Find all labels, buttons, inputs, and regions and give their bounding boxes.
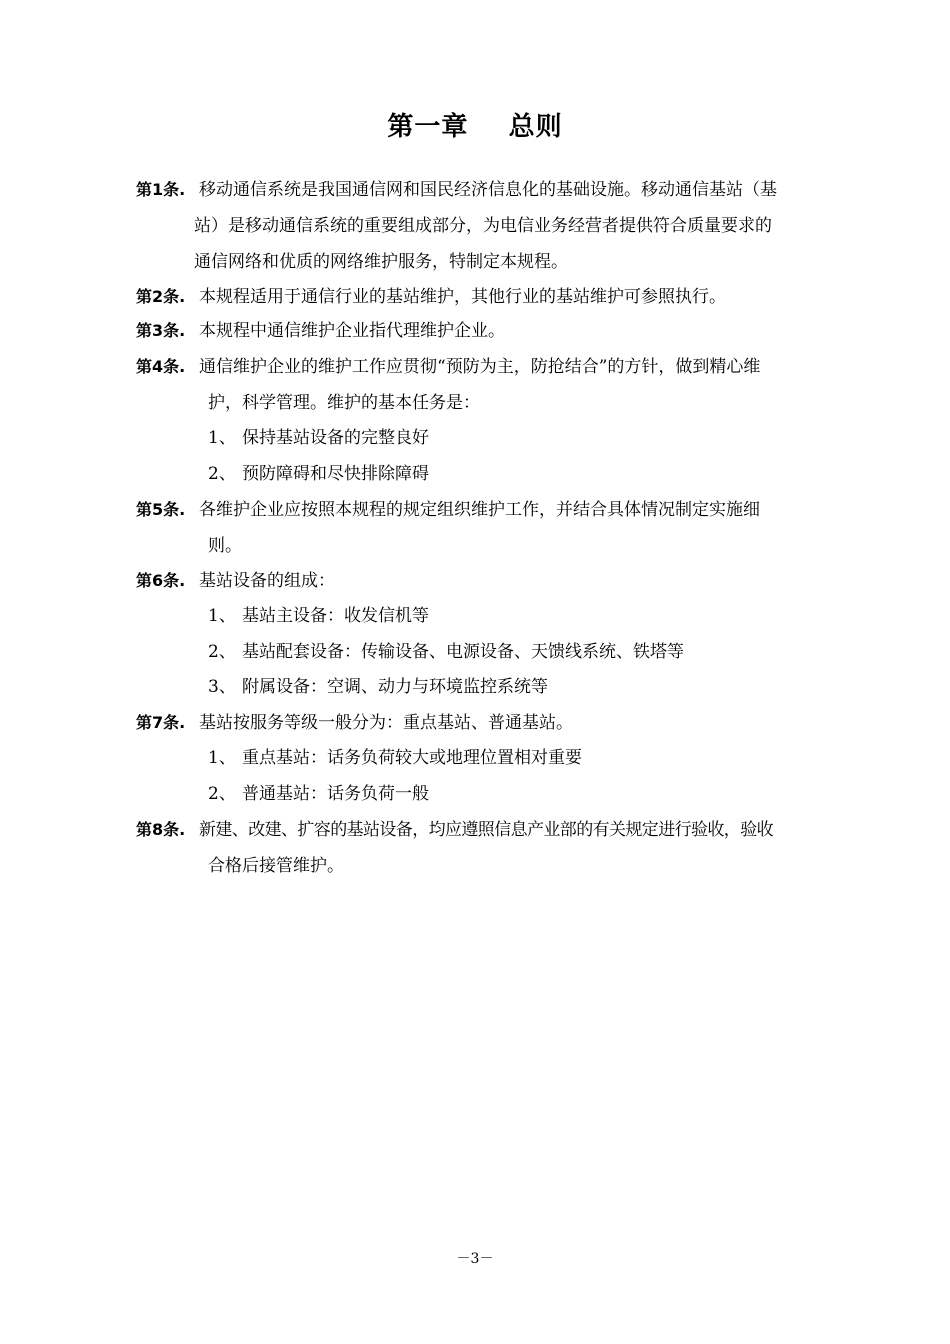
list-item-number: 1、 [208, 428, 236, 448]
page-number: －3－ [456, 1251, 494, 1267]
list-item [208, 598, 808, 634]
list-item-number: 2、 [208, 642, 236, 662]
article-label: 第8条. [136, 820, 186, 839]
article-text-line: 通信网络和优质的网络维护服务，特制定本规程。 [194, 252, 568, 272]
article-text-line: 本规程中通信维护企业指代理维护企业。 [199, 321, 505, 341]
article-text-line: 基站按服务等级一般分为：重点基站、普通基站。 [199, 713, 573, 733]
article-text-line: 移动通信系统是我国通信网和国民经济信息化的基础设施。移动通信基站（基 [199, 180, 777, 200]
list-item-text: 基站主设备：收发信机等 [242, 606, 429, 626]
article-text-line: 合格后接管维护。 [208, 856, 344, 876]
article-text-line: 基站设备的组成： [199, 571, 335, 591]
list-item [208, 634, 808, 670]
article-text-line: 本规程适用于通信行业的基站维护，其他行业的基站维护可参照执行。 [199, 287, 726, 307]
list-item-text: 普通基站：话务负荷一般 [242, 784, 429, 804]
list-item-number: 1、 [208, 606, 236, 626]
article-label: 第3条. [136, 321, 186, 340]
list-item [208, 776, 808, 812]
article-text-line: 则。 [208, 536, 242, 556]
list-item-text: 保持基站设备的完整良好 [242, 428, 429, 448]
list-item-number: 3、 [208, 677, 236, 697]
list-item-text: 预防障碍和尽快排除障碍 [242, 464, 429, 484]
list-item-text: 基站配套设备：传输设备、电源设备、天馈线系统、铁塔等 [242, 642, 684, 662]
list-item-number: 2、 [208, 784, 236, 804]
article-text-line: 通信维护企业的维护工作应贯彻“预防为主，防抢结合”的方针，做到精心维 [199, 357, 761, 377]
article-text-line: 护，科学管理。维护的基本任务是： [208, 393, 480, 413]
list-item-number: 2、 [208, 464, 236, 484]
list-item [208, 669, 808, 705]
list-item-text: 附属设备：空调、动力与环境监控系统等 [242, 677, 548, 697]
list-item [208, 740, 808, 776]
list-item [208, 420, 808, 456]
chapter-title: 第一章 总则 [387, 112, 563, 142]
article-label: 第7条. [136, 713, 186, 732]
article-text-line: 各维护企业应按照本规程的规定组织维护工作，并结合具体情况制定实施细 [199, 500, 760, 520]
article-label: 第2条. [136, 287, 186, 306]
article-label: 第5条. [136, 500, 186, 519]
article-text-line: 新建、改建、扩容的基站设备，均应遵照信息产业部的有关规定进行验收，验收 [199, 820, 773, 840]
list-item-text: 重点基站：话务负荷较大或地理位置相对重要 [242, 748, 582, 768]
article-label: 第4条. [136, 357, 186, 376]
article-label: 第1条. [136, 180, 186, 199]
list-item [208, 456, 808, 492]
article-label: 第6条. [136, 571, 186, 590]
article-text-line: 站）是移动通信系统的重要组成部分，为电信业务经营者提供符合质量要求的 [194, 216, 772, 236]
list-item-number: 1、 [208, 748, 236, 768]
